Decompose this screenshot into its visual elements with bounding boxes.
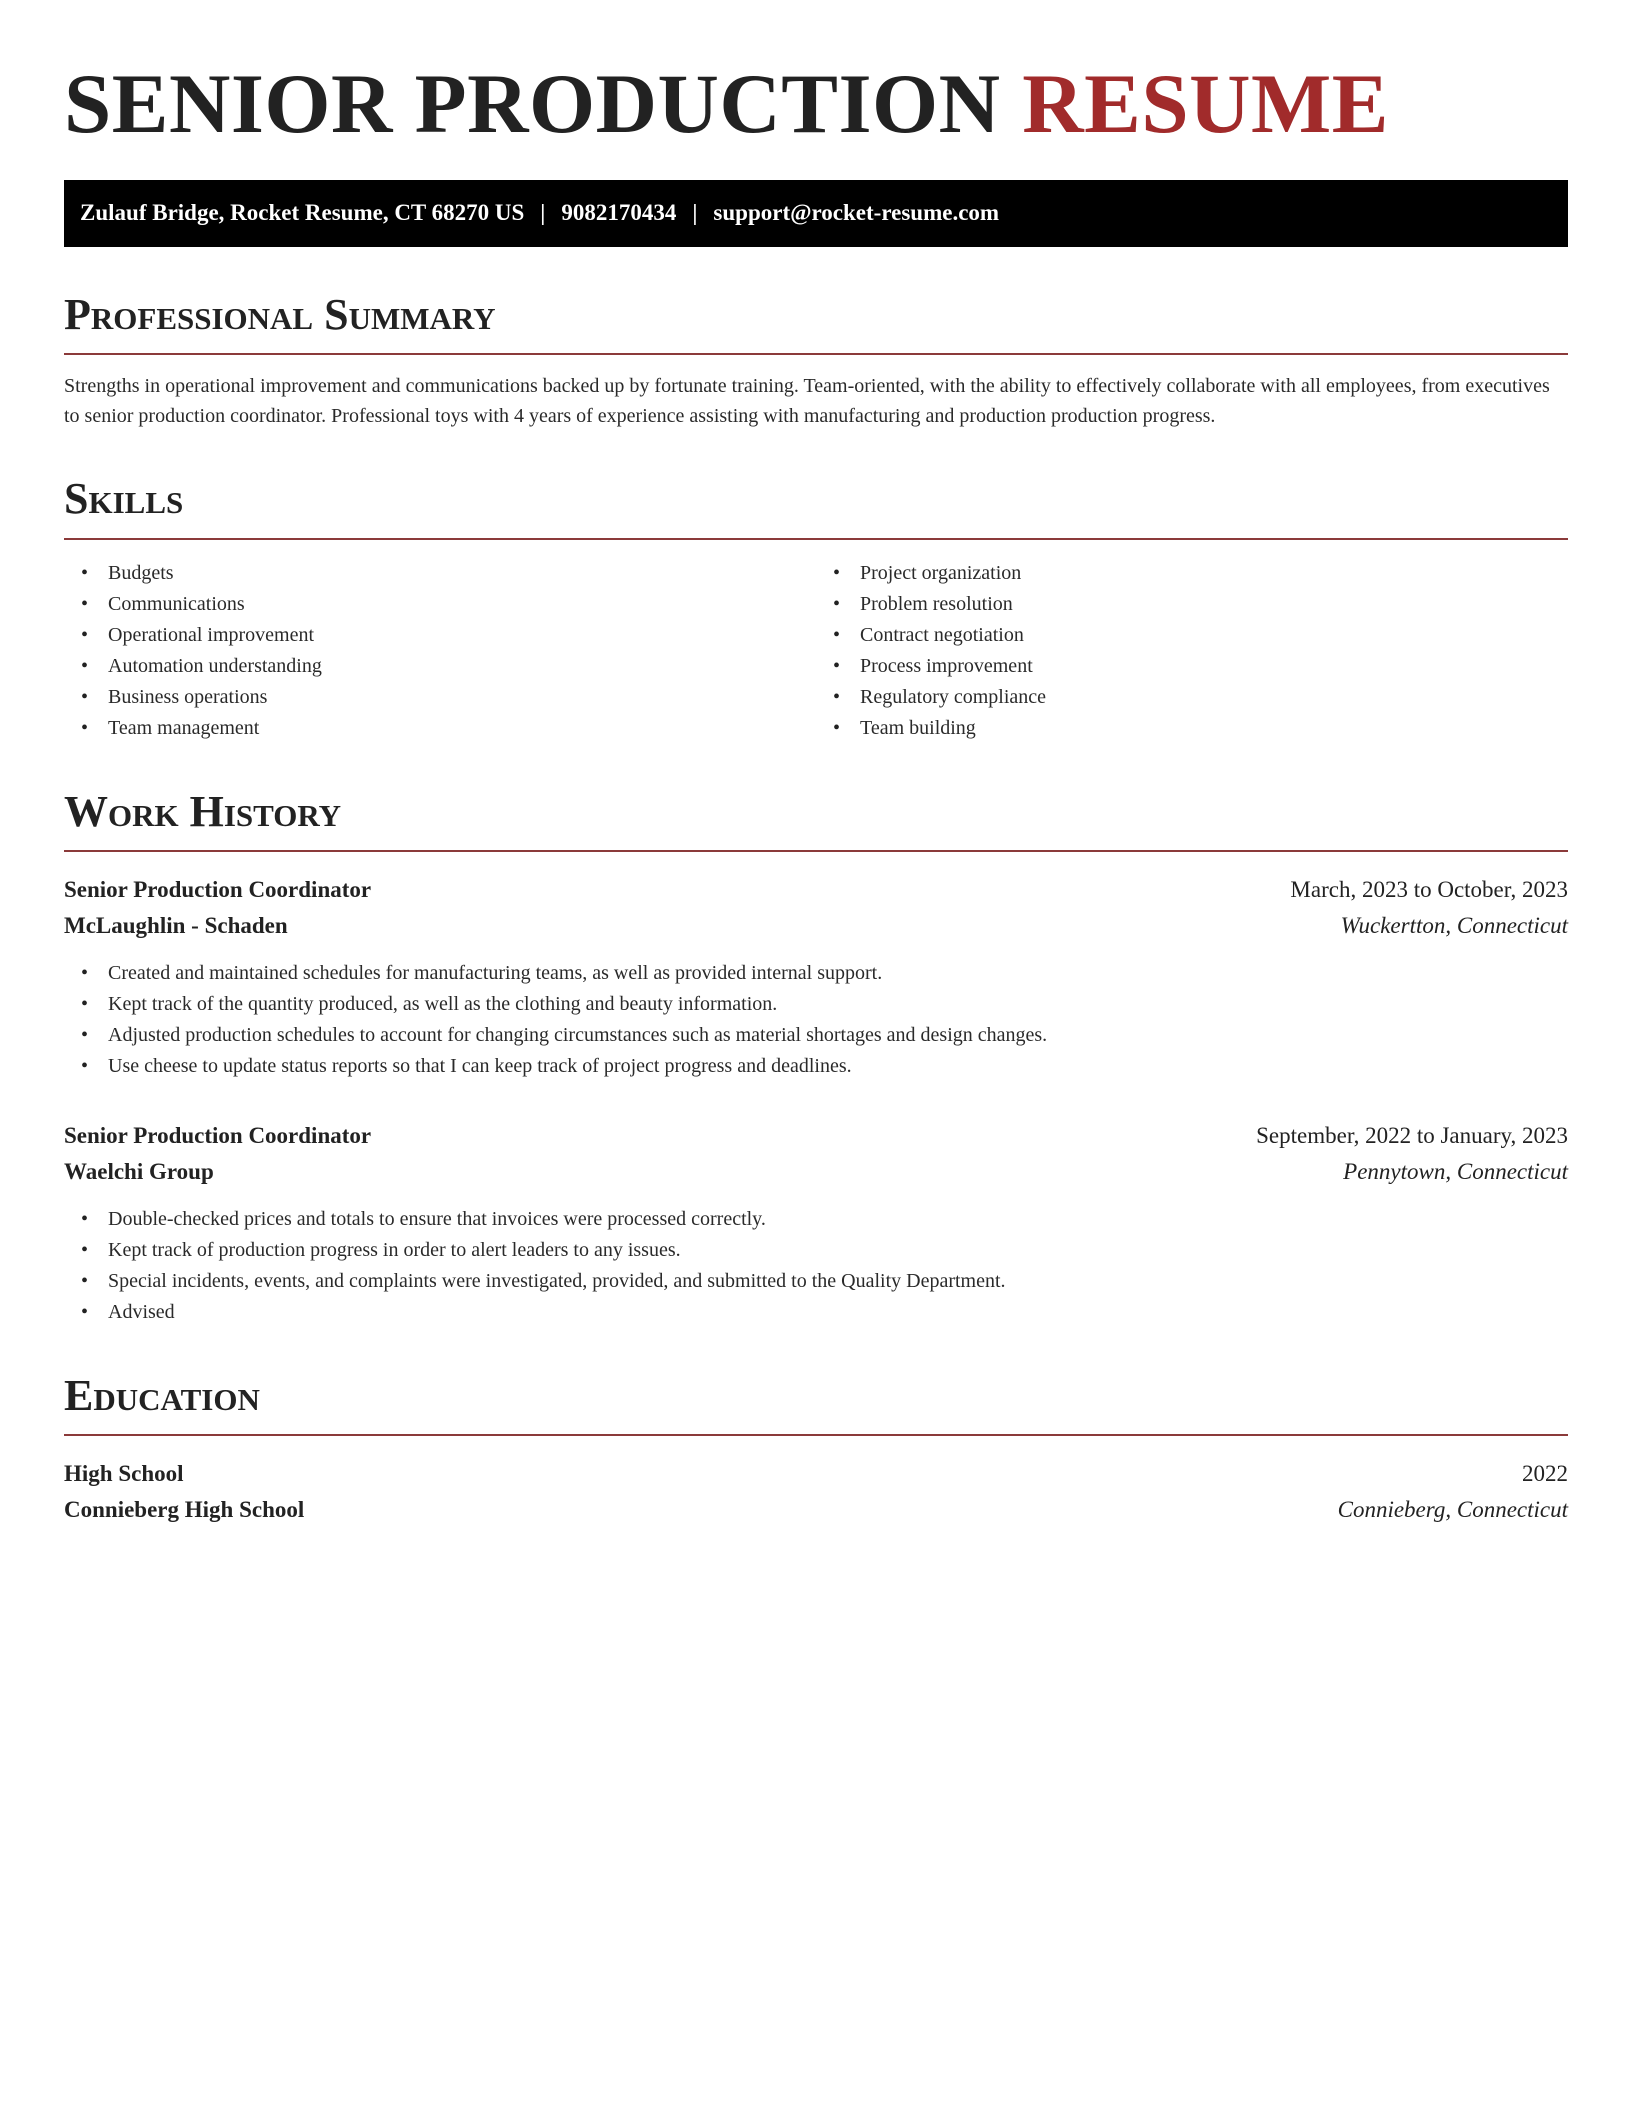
skill-item: • Regulatory compliance: [860, 682, 1568, 713]
skill-item: • Communications: [108, 589, 816, 620]
job-company-row: [64, 908, 1568, 944]
skills-list-right: [816, 558, 1568, 744]
job-bullet: • Double-checked prices and totals to ensure that invoices were processed correctly.: [108, 1204, 1568, 1235]
skill-item: • Contract negotiation: [860, 620, 1568, 651]
job-dates: March, 2023 to October, 2023: [1290, 876, 1568, 902]
skill-item: • Project organization: [860, 558, 1568, 589]
job-bullet: • Special incidents, events, and complaints were investigated, provided, and submitted to the Quality Department.: [108, 1266, 1568, 1297]
title-accent: RESUME: [1022, 57, 1389, 151]
title-main: SENIOR PRODUCTION: [64, 57, 1001, 151]
education-school: Connieberg High School: [64, 1497, 305, 1523]
job-header-row: [64, 872, 1568, 908]
summary-section: [64, 291, 1568, 431]
resume-title: [64, 56, 1568, 154]
job-bullet: • Created and maintained schedules for manufacturing teams, as well as provided internal support.: [108, 958, 1568, 989]
job-bullet: • Use cheese to update status reports so that I can keep track of project progress and deadlines.: [108, 1051, 1568, 1082]
section-heading-work-history: Work History: [64, 788, 1568, 852]
skill-item: • Business operations: [108, 682, 816, 713]
job-title: Senior Production Coordinator: [64, 876, 372, 902]
job-bullets: [64, 1204, 1568, 1328]
contact-separator: |: [692, 200, 698, 226]
job-bullet: • Adjusted production schedules to account for changing circumstances such as material shortages and design changes.: [108, 1020, 1568, 1051]
skill-item: • Team management: [108, 713, 816, 744]
job-company-row: [64, 1154, 1568, 1190]
section-heading-education: Education: [64, 1372, 1568, 1436]
skill-item: • Process improvement: [860, 651, 1568, 682]
job-dates: September, 2022 to January, 2023: [1256, 1122, 1568, 1148]
contact-separator: |: [540, 200, 546, 226]
job-bullets: [64, 958, 1568, 1082]
contact-bar: [64, 180, 1568, 247]
job-title: Senior Production Coordinator: [64, 1122, 372, 1148]
education-degree: High School: [64, 1461, 184, 1487]
skill-item: • Problem resolution: [860, 589, 1568, 620]
contact-address: Zulauf Bridge, Rocket Resume, CT 68270 US: [80, 200, 525, 226]
job-entry: [64, 1118, 1568, 1328]
work-history-section: [64, 788, 1568, 1328]
job-company: McLaughlin - Schaden: [64, 912, 288, 938]
education-degree-row: [64, 1456, 1568, 1492]
skills-section: [64, 475, 1568, 743]
education-school-row: [64, 1492, 1568, 1528]
section-heading-skills: Skills: [64, 475, 1568, 539]
section-heading-summary: Professional Summary: [64, 291, 1568, 355]
job-location: Wuckertton, Connecticut: [1340, 912, 1568, 938]
job-bullet: • Kept track of production progress in order to alert leaders to any issues.: [108, 1235, 1568, 1266]
contact-email: support@rocket-resume.com: [713, 200, 1000, 226]
contact-phone: 9082170434: [561, 200, 677, 226]
job-location: Pennytown, Connecticut: [1343, 1158, 1568, 1184]
skill-item: • Budgets: [108, 558, 816, 589]
job-bullet: • Advised: [108, 1297, 1568, 1328]
education-location: Connieberg, Connecticut: [1337, 1497, 1568, 1523]
job-bullet: • Kept track of the quantity produced, as well as the clothing and beauty information.: [108, 989, 1568, 1020]
skill-item: • Automation understanding: [108, 651, 816, 682]
skill-item: • Team building: [860, 713, 1568, 744]
skills-list-left: [64, 558, 816, 744]
education-entry: [64, 1456, 1568, 1528]
education-section: [64, 1372, 1568, 1528]
job-entry: [64, 872, 1568, 1082]
education-year: 2022: [1522, 1461, 1568, 1487]
summary-text: Strengths in operational improvement and communications backed up by fortunate training. Team-oriented, with the ability to effectively collaborate with all employees, from executives to senior production coordinator. Professional toys with 4 years of experience assisting with manufacturing and production production progress.: [64, 375, 1550, 428]
skill-item: • Operational improvement: [108, 620, 816, 651]
skills-grid: [64, 558, 1568, 744]
job-header-row: [64, 1118, 1568, 1154]
job-company: Waelchi Group: [64, 1158, 214, 1184]
